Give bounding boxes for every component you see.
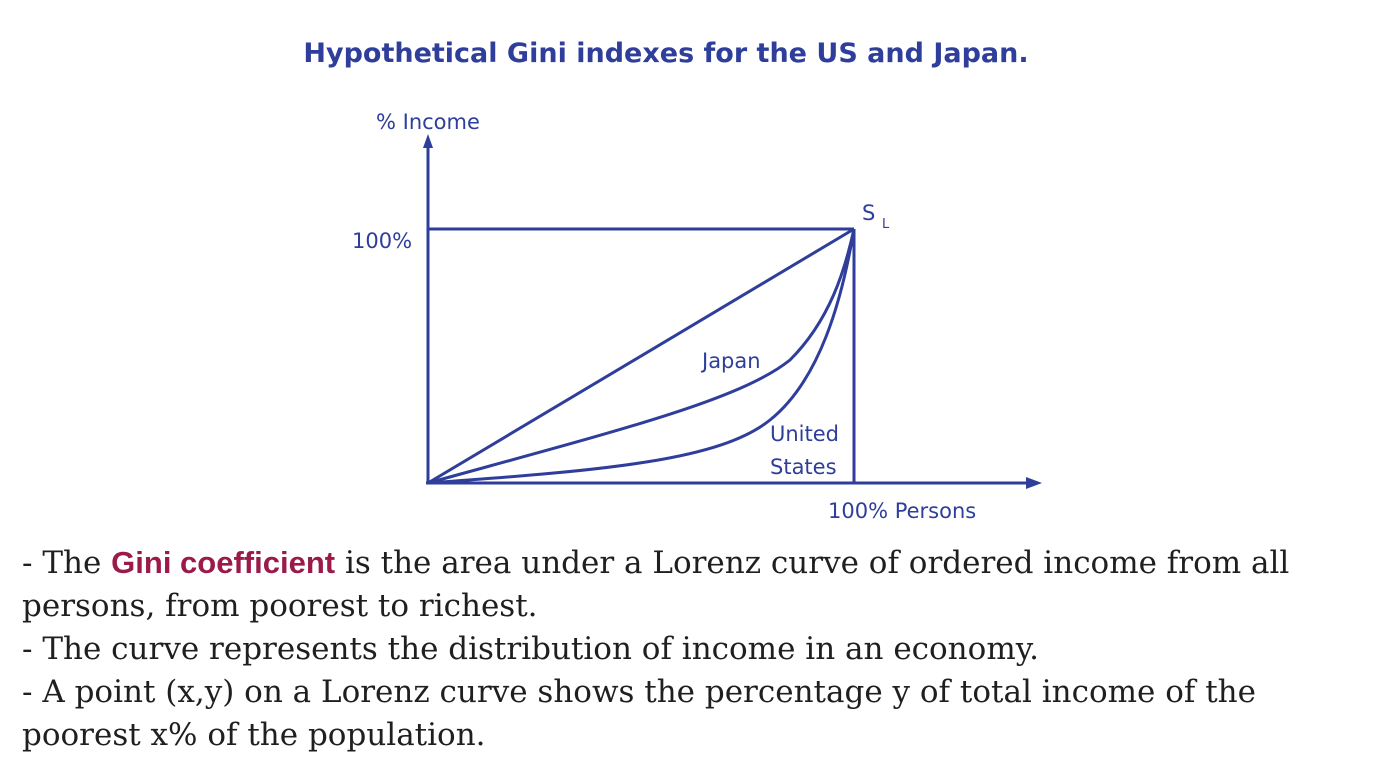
x-axis-label: 100% Persons [828, 499, 977, 523]
x-axis-arrowhead [1026, 477, 1042, 489]
japan-label: Japan [702, 349, 761, 373]
slide-title: Hypothetical Gini indexes for the US and Japan. [303, 38, 1029, 69]
line1-rest: is the area under a Lorenz curve of ordered income from all persons, from poorest to richest. [22, 545, 1290, 624]
point-label [862, 201, 890, 232]
explanation-text [22, 541, 1362, 757]
y-axis-arrowhead [423, 134, 433, 148]
line1-prefix: - The [22, 545, 112, 581]
explanation-line-gini [22, 541, 1362, 628]
us-label-line2: States [770, 455, 837, 479]
y-max-label: 100% [352, 229, 413, 253]
us-label-line1: United [770, 422, 839, 446]
explanation-line-point: - A point (x,y) on a Lorenz curve shows the percentage y of total income of the poorest x% of the population. [22, 674, 1256, 753]
explanation-line-curve: - The curve represents the distribution of income in an economy. [22, 631, 1039, 667]
gini-coefficient-term: Gini coefficient [111, 545, 336, 580]
point-label-subscript: L [882, 217, 890, 232]
point-label-main: S [862, 201, 876, 225]
y-axis-label: % Income [376, 110, 480, 134]
